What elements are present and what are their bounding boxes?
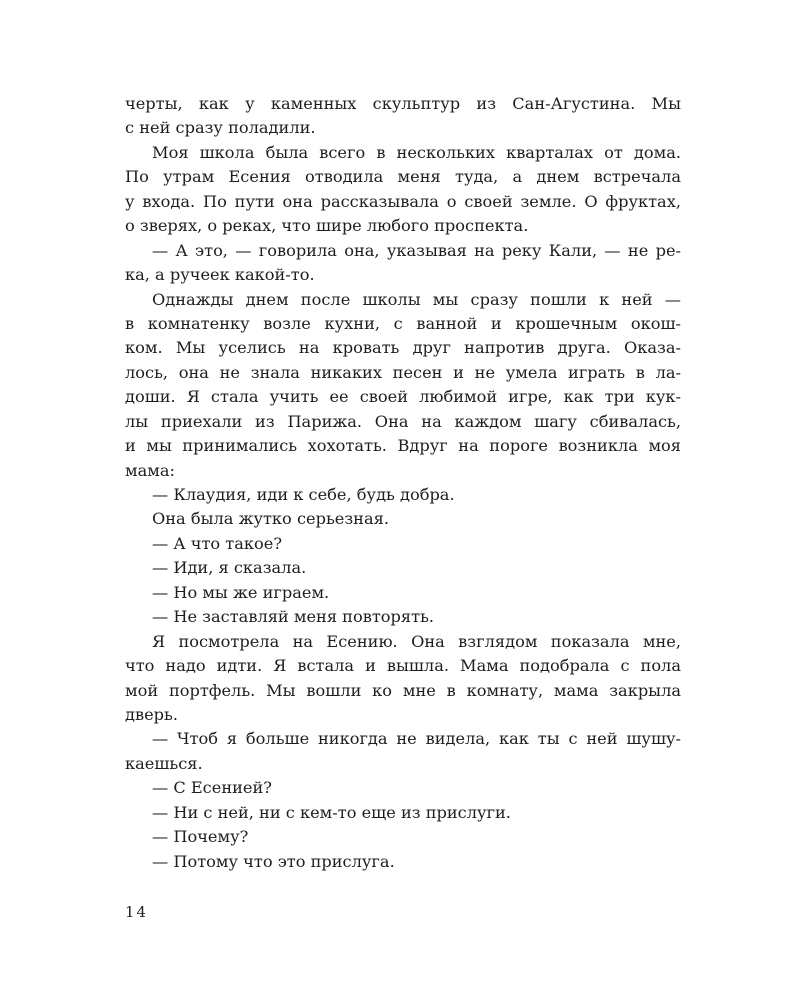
text-line: лы приехали из Парижа. Она на каждом шагу сбивалась, — [125, 411, 681, 431]
text-line: о зверях, о реках, что шире любого проспекта. — [125, 216, 529, 236]
text-line: что надо идти. Я встала и вышла. Мама подобрала с пола — [125, 656, 681, 676]
text-line: с ней сразу поладили. — [125, 118, 316, 138]
text-line: доши. Я стала учить ее своей любимой игре, как три кук- — [125, 387, 681, 407]
text-line: Я посмотрела на Есению. Она взглядом показала мне, — [152, 631, 681, 651]
text-line: каешься. — [125, 753, 203, 773]
page-number: 14 — [125, 903, 149, 921]
text-line: и мы принимались хохотать. Вдруг на пороге возникла моя — [125, 436, 681, 456]
text-line: в комнатенку возле кухни, с ванной и крошечным окош- — [125, 313, 681, 333]
text-line: — Но мы же играем. — [152, 582, 330, 602]
text-line: — Потому что это прислуга. — [152, 851, 395, 871]
text-line: Однажды днем после школы мы сразу пошли к ней — — [152, 289, 681, 309]
text-line: мама: — [125, 460, 175, 480]
text-line: мой портфель. Мы вошли ко мне в комнату, мама закрыла — [125, 680, 681, 700]
text-line: черты, как у каменных скульптур из Сан-Агустина. Мы — [125, 94, 681, 113]
text-line: лось, она не знала никаких песен и не умела играть в ла- — [125, 362, 681, 382]
text-line: дверь. — [125, 704, 178, 724]
text-line: — С Есенией? — [152, 778, 272, 798]
text-line: — А это, — говорила она, указывая на реку Кали, — не ре- — [152, 240, 681, 260]
text-line: — Иди, я сказала. — [152, 558, 307, 578]
text-line: у входа. По пути она рассказывала о своей земле. О фруктах, — [125, 191, 681, 211]
text-line: — Клаудия, иди к себе, будь добра. — [152, 485, 455, 504]
text-line: Моя школа была всего в нескольких кварталах от дома. — [152, 142, 681, 162]
text-line: ком. Мы уселись на кровать друг напротив друга. Оказа- — [125, 338, 681, 358]
text-line: Она была жутко серьезная. — [152, 509, 389, 529]
body-text — [125, 92, 681, 874]
text-line: — А что такое? — [152, 533, 283, 553]
text-line: По утрам Есения отводила меня туда, а днем встречала — [125, 167, 681, 187]
text-line: ка, а ручеек какой-то. — [125, 265, 315, 285]
text-line: — Ни с ней, ни с кем-то еще из прислуги. — [152, 802, 511, 822]
text-line: — Почему? — [152, 827, 249, 847]
text-line: — Не заставляй меня повторять. — [152, 607, 435, 627]
text-line: — Чтоб я больше никогда не видела, как ты с ней шушу- — [152, 729, 681, 749]
